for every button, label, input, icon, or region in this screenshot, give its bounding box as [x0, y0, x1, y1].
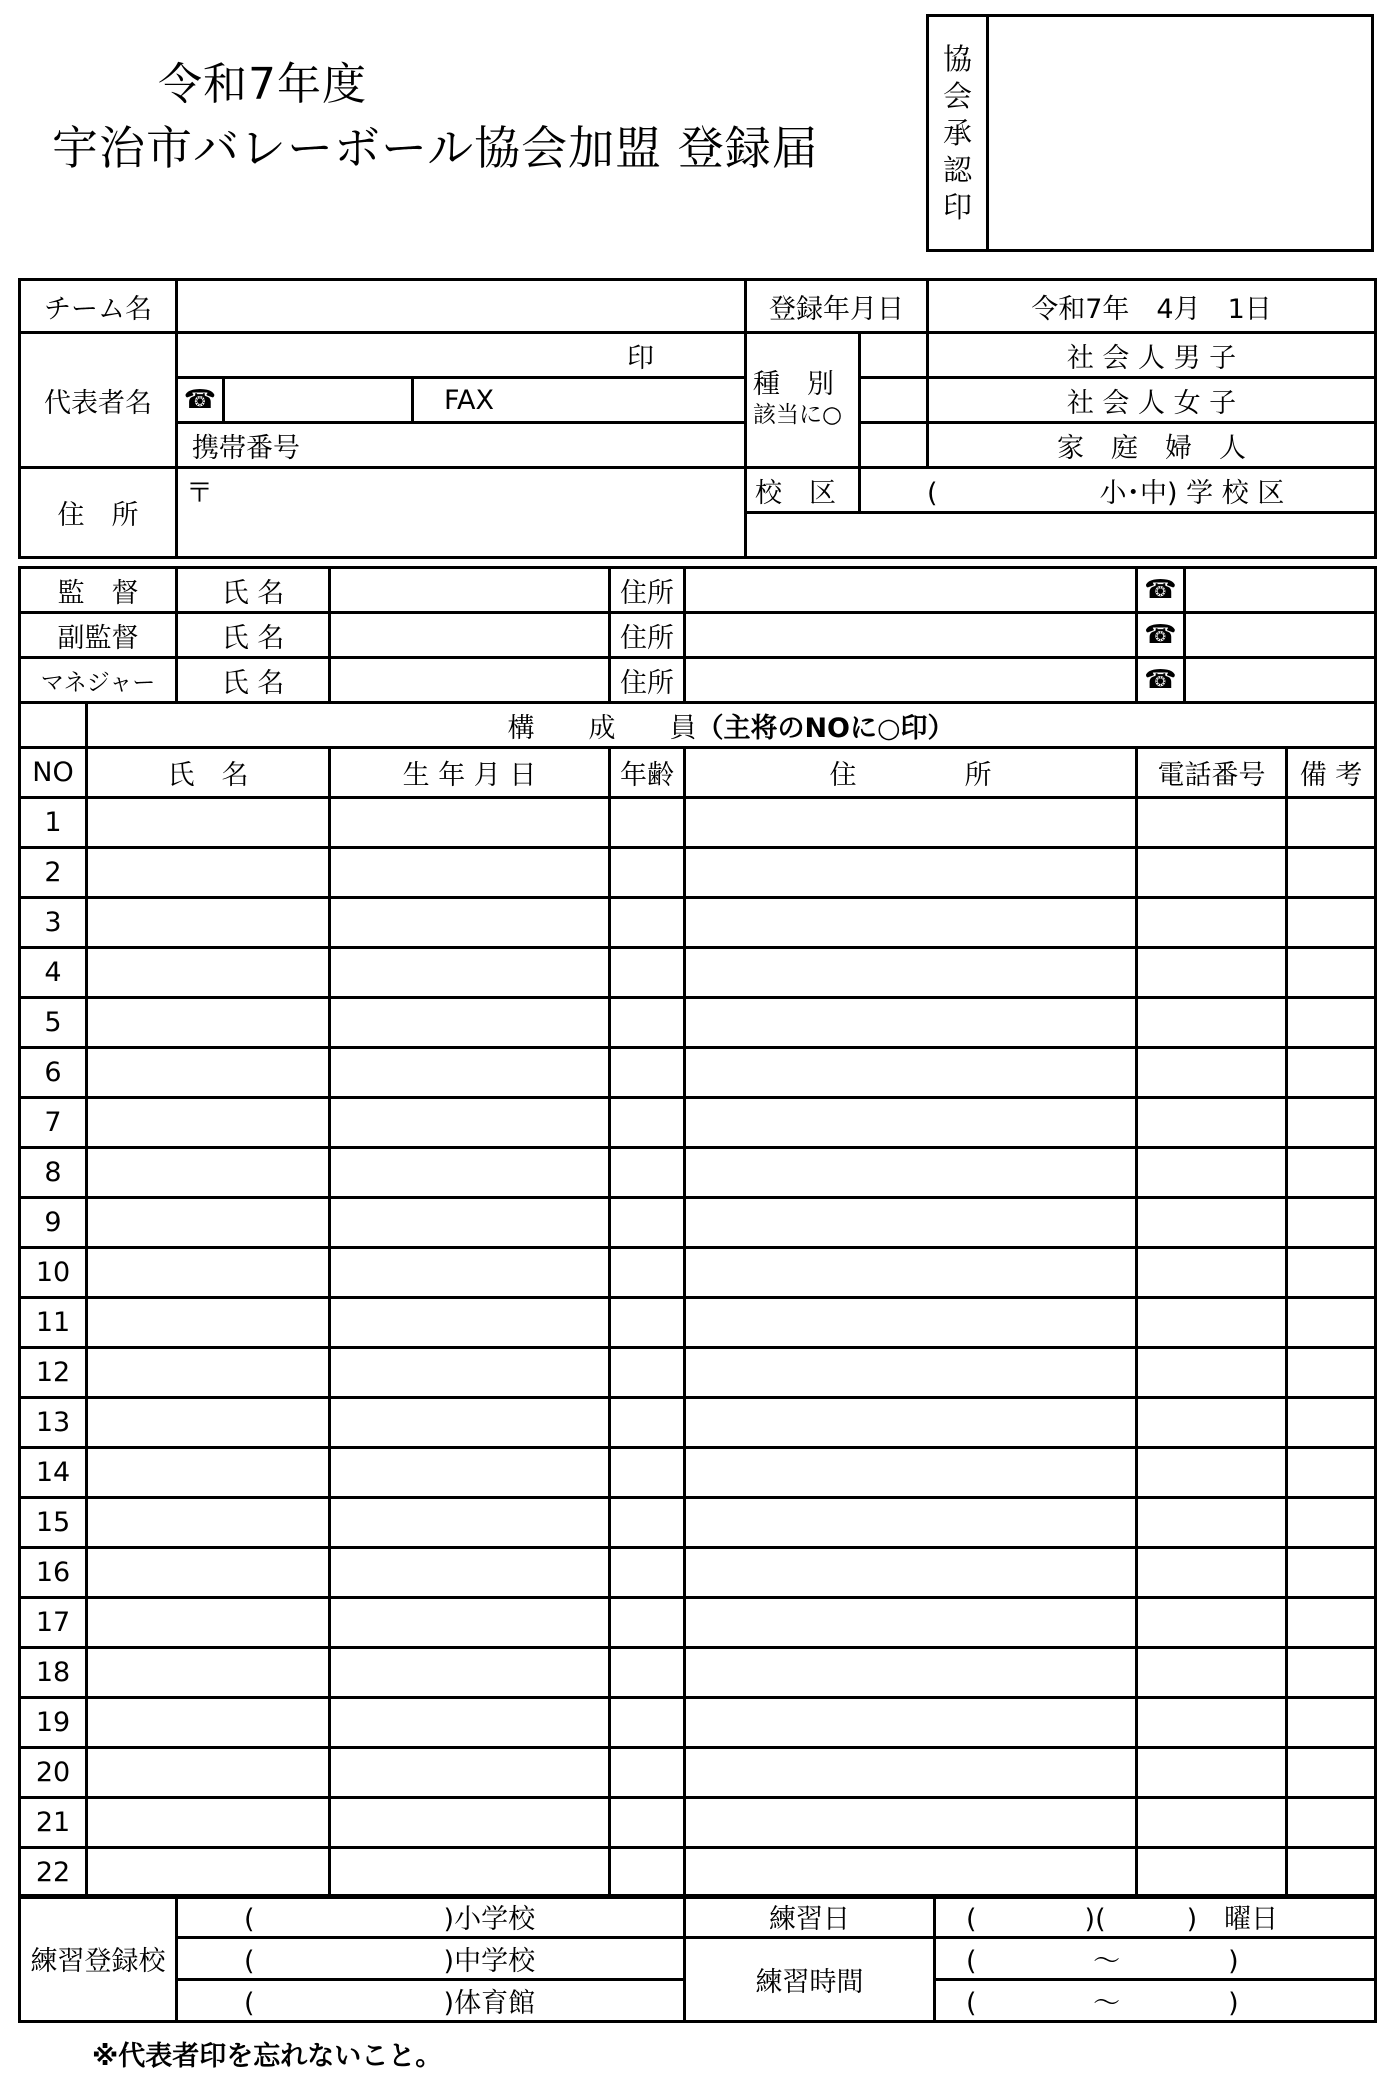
- member-remarks-field[interactable]: [1287, 948, 1376, 998]
- member-remarks-field[interactable]: [1287, 798, 1376, 848]
- member-number: 12: [20, 1348, 87, 1398]
- member-phone-field[interactable]: [1137, 1648, 1287, 1698]
- member-phone-field[interactable]: [1137, 1098, 1287, 1148]
- phone-icon: ☎: [1137, 568, 1185, 613]
- member-address-field[interactable]: [685, 1698, 1137, 1748]
- member-age-field[interactable]: [610, 1848, 685, 1898]
- member-birthdate-field[interactable]: [330, 898, 610, 948]
- member-remarks-field[interactable]: [1287, 1298, 1376, 1348]
- member-number: 11: [20, 1298, 87, 1348]
- member-address-field[interactable]: [685, 848, 1137, 898]
- member-remarks-field[interactable]: [1287, 848, 1376, 898]
- member-remarks-field[interactable]: [1287, 1448, 1376, 1498]
- member-phone-field[interactable]: [1137, 1748, 1287, 1798]
- member-remarks-field[interactable]: [1287, 1498, 1376, 1548]
- member-age-field[interactable]: [610, 798, 685, 848]
- col-no: NO: [20, 748, 87, 798]
- member-address-field[interactable]: [685, 1148, 1137, 1198]
- member-address-field[interactable]: [685, 1848, 1137, 1898]
- member-remarks-field[interactable]: [1287, 1148, 1376, 1198]
- member-row: [20, 1748, 1376, 1798]
- school-district-label: 校 区: [746, 468, 860, 513]
- member-remarks-field[interactable]: [1287, 1248, 1376, 1298]
- member-birthdate-field[interactable]: [330, 1548, 610, 1598]
- member-age-field[interactable]: [610, 1598, 685, 1648]
- member-remarks-field[interactable]: [1287, 1198, 1376, 1248]
- member-name-field[interactable]: [87, 1398, 330, 1448]
- coach-address-label: 住所: [610, 568, 685, 613]
- member-age-field[interactable]: [610, 1098, 685, 1148]
- practice-school-junior-high[interactable]: ( )中学校: [177, 1938, 685, 1980]
- member-address-field[interactable]: [685, 1448, 1137, 1498]
- member-phone-field[interactable]: [1137, 1848, 1287, 1898]
- member-birthdate-field[interactable]: [330, 1348, 610, 1398]
- member-birthdate-field[interactable]: [330, 1698, 610, 1748]
- member-number: 20: [20, 1748, 87, 1798]
- member-remarks-field[interactable]: [1287, 1048, 1376, 1098]
- member-row: [20, 1348, 1376, 1398]
- member-birthdate-field[interactable]: [330, 1598, 610, 1648]
- stamp-label: 協 会 承 認 印: [929, 17, 989, 249]
- member-age-field[interactable]: [610, 1798, 685, 1848]
- member-number: 4: [20, 948, 87, 998]
- col-phone: 電話番号: [1137, 748, 1287, 798]
- member-phone-field[interactable]: [1137, 1498, 1287, 1548]
- member-row: [20, 948, 1376, 998]
- team-name-field[interactable]: [177, 280, 746, 333]
- member-address-field[interactable]: [685, 948, 1137, 998]
- category-mark-1[interactable]: [860, 333, 928, 378]
- member-address-field[interactable]: [685, 898, 1137, 948]
- member-remarks-field[interactable]: [1287, 1598, 1376, 1648]
- member-address-field[interactable]: [685, 1198, 1137, 1248]
- member-birthdate-field[interactable]: [330, 1198, 610, 1248]
- member-number: 7: [20, 1098, 87, 1148]
- member-row: [20, 1498, 1376, 1548]
- association-approval-stamp-box: [926, 14, 1374, 252]
- member-birthdate-field[interactable]: [330, 1048, 610, 1098]
- member-address-field[interactable]: [685, 798, 1137, 848]
- member-remarks-field[interactable]: [1287, 1748, 1376, 1798]
- member-phone-field[interactable]: [1137, 1248, 1287, 1298]
- member-remarks-field[interactable]: [1287, 1098, 1376, 1148]
- member-age-field[interactable]: [610, 1198, 685, 1248]
- coach-address-field[interactable]: [685, 568, 1137, 613]
- member-address-field[interactable]: [685, 1098, 1137, 1148]
- member-row: [20, 1598, 1376, 1648]
- member-name-field[interactable]: [87, 998, 330, 1048]
- member-name-field[interactable]: [87, 1198, 330, 1248]
- member-remarks-field[interactable]: [1287, 1548, 1376, 1598]
- member-name-field[interactable]: [87, 1148, 330, 1198]
- member-age-field[interactable]: [610, 1648, 685, 1698]
- practice-time-label: 練習時間: [685, 1938, 935, 2022]
- practice-school-gym[interactable]: ( )体育館: [177, 1980, 685, 2022]
- member-address-field[interactable]: [685, 1748, 1137, 1798]
- member-number: 18: [20, 1648, 87, 1698]
- member-age-field[interactable]: [610, 1298, 685, 1348]
- member-name-field[interactable]: [87, 1548, 330, 1598]
- category-mark-2[interactable]: [860, 378, 928, 423]
- team-name-label: チーム名: [20, 280, 177, 333]
- registration-date-label: 登録年月日: [746, 280, 928, 333]
- member-birthdate-field[interactable]: [330, 948, 610, 998]
- member-row: [20, 1398, 1376, 1448]
- member-address-field[interactable]: [685, 998, 1137, 1048]
- member-address-field[interactable]: [685, 1548, 1137, 1598]
- member-age-field[interactable]: [610, 1398, 685, 1448]
- member-number: 21: [20, 1798, 87, 1848]
- member-phone-field[interactable]: [1137, 1398, 1287, 1448]
- member-age-field[interactable]: [610, 1348, 685, 1398]
- manager-address-field[interactable]: [685, 658, 1137, 703]
- practice-day-value[interactable]: ( )( ) 曜日: [935, 1896, 1376, 1938]
- fax-label: FAX: [413, 378, 746, 423]
- member-address-field[interactable]: [685, 1298, 1137, 1348]
- member-age-field[interactable]: [610, 1248, 685, 1298]
- member-name-field[interactable]: [87, 948, 330, 998]
- practice-day-label: 練習日: [685, 1896, 935, 1938]
- member-row: [20, 1548, 1376, 1598]
- member-phone-field[interactable]: [1137, 848, 1287, 898]
- practice-time-value-2[interactable]: ( ～ ): [935, 1980, 1376, 2022]
- member-remarks-field[interactable]: [1287, 998, 1376, 1048]
- phone-icon: ☎: [1137, 658, 1185, 703]
- member-phone-field[interactable]: [1137, 1598, 1287, 1648]
- representative-phone-field[interactable]: [224, 378, 413, 423]
- manager-address-label: 住所: [610, 658, 685, 703]
- member-name-field[interactable]: [87, 1698, 330, 1748]
- member-remarks-field[interactable]: [1287, 1848, 1376, 1898]
- members-heading-spacer: [20, 703, 87, 748]
- member-number: 10: [20, 1248, 87, 1298]
- member-remarks-field[interactable]: [1287, 1798, 1376, 1848]
- member-birthdate-field[interactable]: [330, 998, 610, 1048]
- member-address-field[interactable]: [685, 1348, 1137, 1398]
- member-phone-field[interactable]: [1137, 1298, 1287, 1348]
- registration-date-value[interactable]: 令和7年 4月 1日: [928, 280, 1376, 333]
- phone-icon: ☎: [177, 378, 224, 423]
- member-address-field[interactable]: [685, 1648, 1137, 1698]
- member-number: 5: [20, 998, 87, 1048]
- member-row: [20, 1848, 1376, 1898]
- member-name-field[interactable]: [87, 1248, 330, 1298]
- member-name-field[interactable]: [87, 1298, 330, 1348]
- member-age-field[interactable]: [610, 1548, 685, 1598]
- member-number: 19: [20, 1698, 87, 1748]
- member-phone-field[interactable]: [1137, 1198, 1287, 1248]
- member-row: [20, 1248, 1376, 1298]
- assistant-coach-address-label: 住所: [610, 613, 685, 658]
- col-address: 住 所: [685, 748, 1137, 798]
- member-birthdate-field[interactable]: [330, 1748, 610, 1798]
- member-remarks-field[interactable]: [1287, 1348, 1376, 1398]
- member-birthdate-field[interactable]: [330, 798, 610, 848]
- member-name-field[interactable]: [87, 1848, 330, 1898]
- school-district-extra-field[interactable]: [746, 513, 1376, 558]
- manager-name-field[interactable]: [330, 658, 610, 703]
- member-row: [20, 1798, 1376, 1848]
- member-number: 1: [20, 798, 87, 848]
- team-info-table: [18, 278, 1377, 559]
- member-number: 16: [20, 1548, 87, 1598]
- manager-label: マネジャー: [20, 658, 177, 703]
- member-row: [20, 1698, 1376, 1748]
- member-birthdate-field[interactable]: [330, 1848, 610, 1898]
- members-table: [18, 701, 1377, 1899]
- coach-name-field[interactable]: [330, 568, 610, 613]
- member-name-field[interactable]: [87, 1348, 330, 1398]
- assistant-coach-name-field[interactable]: [330, 613, 610, 658]
- member-name-field[interactable]: [87, 1098, 330, 1148]
- member-age-field[interactable]: [610, 1498, 685, 1548]
- member-number: 3: [20, 898, 87, 948]
- member-birthdate-field[interactable]: [330, 1398, 610, 1448]
- member-phone-field[interactable]: [1137, 1548, 1287, 1598]
- footer-note: ※代表者印を忘れないこと。: [92, 2041, 443, 2072]
- school-district-value[interactable]: ( 小･中) 学 校 区: [860, 468, 1376, 513]
- member-name-field[interactable]: [87, 1598, 330, 1648]
- representative-seal-mark: 印: [177, 333, 746, 378]
- member-age-field[interactable]: [610, 1148, 685, 1198]
- member-row: [20, 1298, 1376, 1348]
- member-name-field[interactable]: [87, 798, 330, 848]
- member-name-field[interactable]: [87, 1048, 330, 1098]
- manager-phone-field[interactable]: [1185, 658, 1376, 703]
- member-birthdate-field[interactable]: [330, 1798, 610, 1848]
- member-age-field[interactable]: [610, 848, 685, 898]
- member-name-field[interactable]: [87, 1798, 330, 1848]
- member-number: 2: [20, 848, 87, 898]
- member-birthdate-field[interactable]: [330, 1648, 610, 1698]
- address-label: 住 所: [20, 468, 177, 558]
- member-name-field[interactable]: [87, 1748, 330, 1798]
- member-birthdate-field[interactable]: [330, 1448, 610, 1498]
- member-address-field[interactable]: [685, 1248, 1137, 1298]
- member-row: [20, 1148, 1376, 1198]
- col-remarks: 備 考: [1287, 748, 1376, 798]
- practice-time-value-1[interactable]: ( ～ ): [935, 1938, 1376, 1980]
- members-heading: 構 成 員（主将のNOに○印）: [87, 703, 1376, 748]
- member-number: 22: [20, 1848, 87, 1898]
- member-phone-field[interactable]: [1137, 898, 1287, 948]
- member-address-field[interactable]: [685, 1598, 1137, 1648]
- member-name-field[interactable]: [87, 1648, 330, 1698]
- coach-phone-field[interactable]: [1185, 568, 1376, 613]
- member-row: [20, 798, 1376, 848]
- assistant-coach-phone-field[interactable]: [1185, 613, 1376, 658]
- member-row: [20, 1048, 1376, 1098]
- member-phone-field[interactable]: [1137, 1048, 1287, 1098]
- member-phone-field[interactable]: [1137, 1348, 1287, 1398]
- member-number: 17: [20, 1598, 87, 1648]
- manager-name-label: 氏 名: [177, 658, 330, 703]
- member-age-field[interactable]: [610, 1698, 685, 1748]
- member-birthdate-field[interactable]: [330, 1498, 610, 1548]
- col-birthdate: 生 年 月 日: [330, 748, 610, 798]
- form-year-title: 令和7年度: [158, 59, 367, 110]
- member-number: 14: [20, 1448, 87, 1498]
- member-age-field[interactable]: [610, 998, 685, 1048]
- member-birthdate-field[interactable]: [330, 1148, 610, 1198]
- member-address-field[interactable]: [685, 1048, 1137, 1098]
- member-phone-field[interactable]: [1137, 1448, 1287, 1498]
- representative-label: 代表者名: [20, 333, 177, 468]
- coach-label: 監 督: [20, 568, 177, 613]
- member-phone-field[interactable]: [1137, 1698, 1287, 1748]
- practice-school-elementary[interactable]: ( )小学校: [177, 1896, 685, 1938]
- category-option-3: 家 庭 婦 人: [928, 423, 1376, 468]
- member-row: [20, 1448, 1376, 1498]
- member-number: 13: [20, 1398, 87, 1448]
- member-row: [20, 1098, 1376, 1148]
- member-name-field[interactable]: [87, 848, 330, 898]
- member-name-field[interactable]: [87, 898, 330, 948]
- member-number: 6: [20, 1048, 87, 1098]
- staff-table: [18, 566, 1377, 704]
- member-age-field[interactable]: [610, 898, 685, 948]
- member-row: [20, 848, 1376, 898]
- col-name: 氏 名: [87, 748, 330, 798]
- coach-name-label: 氏 名: [177, 568, 330, 613]
- member-phone-field[interactable]: [1137, 1148, 1287, 1198]
- member-remarks-field[interactable]: [1287, 1698, 1376, 1748]
- member-phone-field[interactable]: [1137, 948, 1287, 998]
- member-birthdate-field[interactable]: [330, 1098, 610, 1148]
- assistant-coach-name-label: 氏 名: [177, 613, 330, 658]
- member-number: 15: [20, 1498, 87, 1548]
- member-name-field[interactable]: [87, 1498, 330, 1548]
- member-age-field[interactable]: [610, 948, 685, 998]
- assistant-coach-label: 副監督: [20, 613, 177, 658]
- practice-table: [18, 1894, 1377, 2023]
- category-option-1: 社 会 人 男 子: [928, 333, 1376, 378]
- member-address-field[interactable]: [685, 1798, 1137, 1848]
- member-age-field[interactable]: [610, 1448, 685, 1498]
- member-remarks-field[interactable]: [1287, 1398, 1376, 1448]
- category-mark-3[interactable]: [860, 423, 928, 468]
- member-remarks-field[interactable]: [1287, 1648, 1376, 1698]
- member-birthdate-field[interactable]: [330, 1248, 610, 1298]
- category-option-2: 社 会 人 女 子: [928, 378, 1376, 423]
- member-number: 8: [20, 1148, 87, 1198]
- member-row: [20, 1648, 1376, 1698]
- category-label: 種 別 該当に○: [746, 333, 860, 468]
- member-remarks-field[interactable]: [1287, 898, 1376, 948]
- phone-icon: ☎: [1137, 613, 1185, 658]
- member-address-field[interactable]: [685, 1498, 1137, 1548]
- form-title: 宇治市バレーボール協会加盟 登録届: [52, 121, 819, 175]
- member-age-field[interactable]: [610, 1748, 685, 1798]
- assistant-coach-address-field[interactable]: [685, 613, 1137, 658]
- member-phone-field[interactable]: [1137, 1798, 1287, 1848]
- member-row: [20, 1198, 1376, 1248]
- member-row: [20, 898, 1376, 948]
- member-birthdate-field[interactable]: [330, 1298, 610, 1348]
- member-number: 9: [20, 1198, 87, 1248]
- practice-school-label: 練習登録校: [20, 1896, 177, 2022]
- member-name-field[interactable]: [87, 1448, 330, 1498]
- member-address-field[interactable]: [685, 1398, 1137, 1448]
- member-phone-field[interactable]: [1137, 998, 1287, 1048]
- mobile-label: 携帯番号: [177, 423, 746, 468]
- postal-mark[interactable]: 〒: [177, 468, 746, 558]
- col-age: 年齢: [610, 748, 685, 798]
- member-birthdate-field[interactable]: [330, 848, 610, 898]
- member-phone-field[interactable]: [1137, 798, 1287, 848]
- member-row: [20, 998, 1376, 1048]
- member-age-field[interactable]: [610, 1048, 685, 1098]
